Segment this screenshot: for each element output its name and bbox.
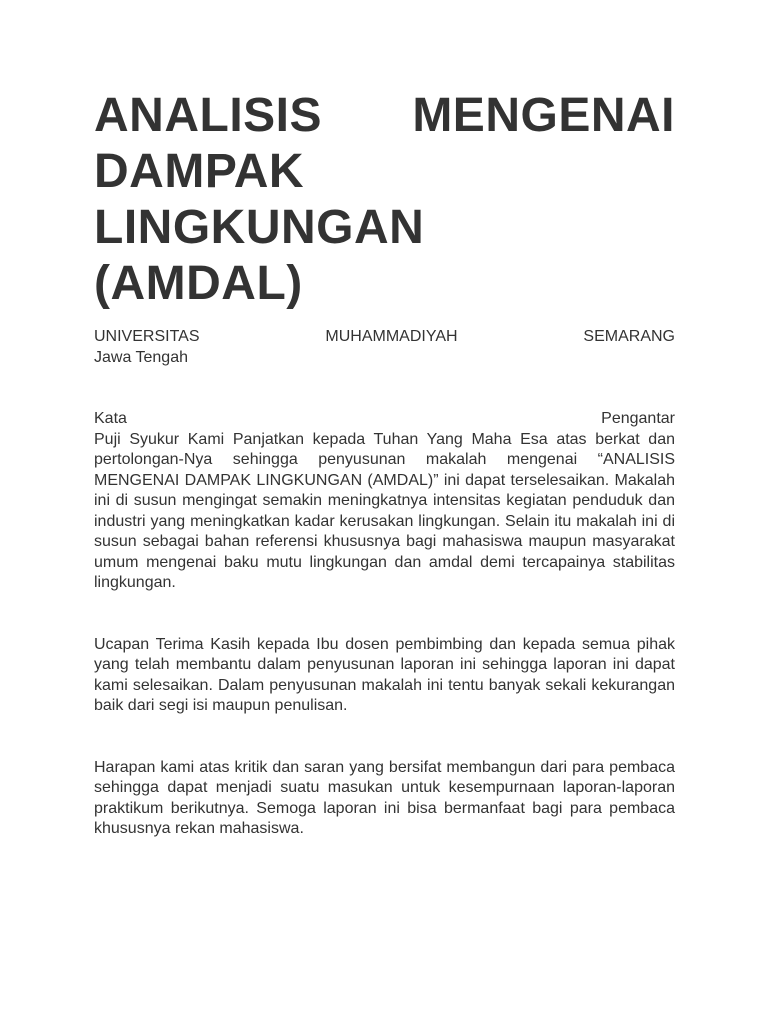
preface-section	[94, 409, 675, 594]
paragraph: Ucapan Terima Kasih kepada Ibu dosen pembimbing dan kepada semua pihak yang telah membantu dalam penyusunan laporan ini sehingga laporan ini dapat kami selesaikan. Dalam penyusunan makalah ini tentu banyak sekali kekurangan baik dari segi isi maupun penulisan.	[94, 635, 675, 714]
title-line: LINGKUNGAN	[94, 201, 425, 254]
title-line: (AMDAL)	[94, 257, 303, 310]
title-line: DAMPAK	[94, 145, 305, 198]
title-line: ANALISIS MENGENAI	[94, 89, 675, 142]
document-title	[94, 88, 675, 312]
closing-section	[94, 758, 675, 840]
paragraph: Harapan kami atas kritik dan saran yang bersifat membangun dari para pembaca sehingga dapat menjadi suatu masukan untuk kesempurnaan laporan-laporan praktikum berikutnya. Semoga laporan ini bisa bermanfaat bagi para pembaca khususnya rekan mahasiswa.	[94, 758, 675, 837]
author-block	[94, 327, 675, 368]
preface-heading: Kata Pengantar	[94, 410, 675, 427]
acknowledgement-section	[94, 635, 675, 717]
university-name: UNIVERSITAS MUHAMMADIYAH SEMARANG	[94, 328, 675, 345]
paragraph: Puji Syukur Kami Panjatkan kepada Tuhan Yang Maha Esa atas berkat dan pertolongan-Nya sehingga penyusunan makalah mengenai “ANALISIS MENGENAI DAMPAK LINGKUNGAN (AMDAL)” ini dapat terselesaikan. Makalah ini di susun mengingat semakin meningkatnya intensitas kegiatan penduduk dan industri yang meningkatkan kadar kerusakan lingkungan. Selain itu makalah ini di susun sebagai bahan referensi khususnya bagi mahasiswa maupun masyarakat umum mengenai baku mutu lingkungan dan amdal demi tercapainya stabilitas lingkungan.	[94, 430, 675, 591]
region-name: Jawa Tengah	[94, 348, 188, 366]
